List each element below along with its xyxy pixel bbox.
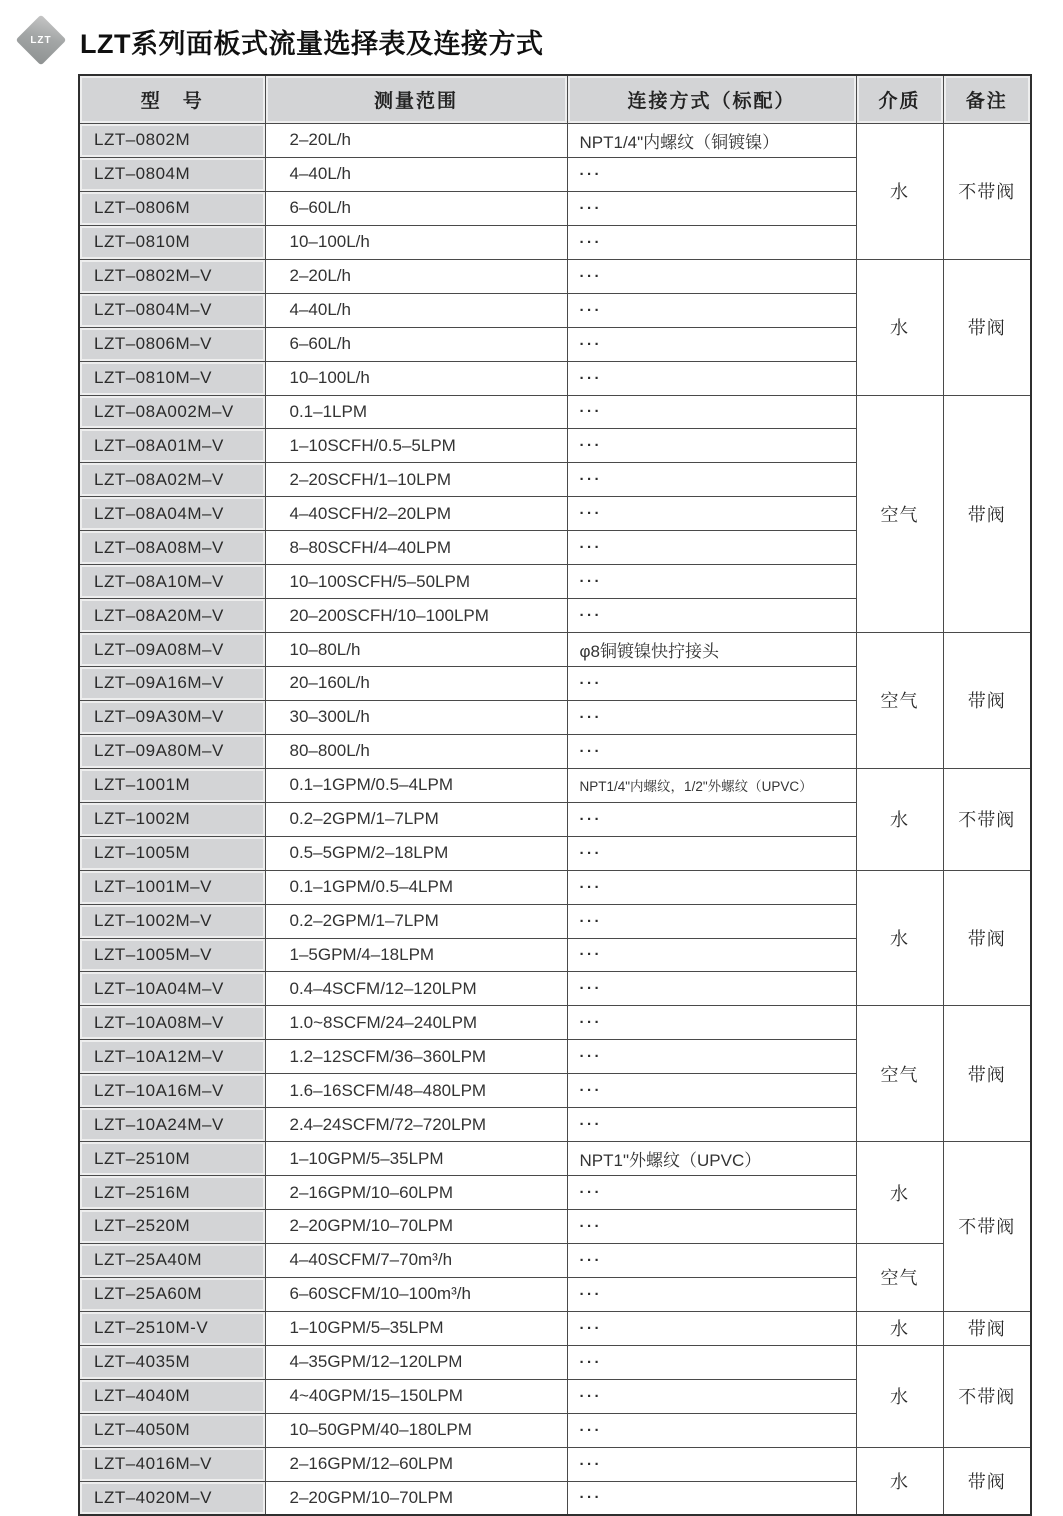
range-cell: 1–10GPM/5–35LPM bbox=[265, 1142, 567, 1176]
connection-cell: ··· bbox=[567, 1176, 856, 1210]
medium-cell: 水 bbox=[856, 124, 943, 260]
connection-cell: ··· bbox=[567, 429, 856, 463]
table-row bbox=[79, 1243, 1031, 1277]
remark-cell: 带阀 bbox=[943, 1311, 1031, 1345]
range-cell: 4–40SCFH/2–20LPM bbox=[265, 497, 567, 531]
connection-cell: ··· bbox=[567, 904, 856, 938]
range-cell: 4–35GPM/12–120LPM bbox=[265, 1345, 567, 1379]
connection-cell: ··· bbox=[567, 1277, 856, 1311]
medium-cell: 空气 bbox=[856, 395, 943, 633]
range-cell: 1.2–12SCFM/36–360LPM bbox=[265, 1040, 567, 1074]
table-row bbox=[79, 1006, 1031, 1040]
column-header: 连接方式（标配） bbox=[567, 75, 856, 124]
connection-cell: ··· bbox=[567, 802, 856, 836]
model-cell: LZT–4035M bbox=[79, 1345, 265, 1379]
flow-selection-table bbox=[78, 74, 1032, 1516]
range-cell: 30–300L/h bbox=[265, 700, 567, 734]
connection-cell: ··· bbox=[567, 565, 856, 599]
range-cell: 2–20L/h bbox=[265, 124, 567, 158]
medium-cell: 水 bbox=[856, 768, 943, 870]
model-cell: LZT–08A10M–V bbox=[79, 565, 265, 599]
range-cell: 10–50GPM/40–180LPM bbox=[265, 1413, 567, 1447]
model-cell: LZT–0810M–V bbox=[79, 361, 265, 395]
range-cell: 2–16GPM/12–60LPM bbox=[265, 1447, 567, 1481]
connection-cell: ··· bbox=[567, 1481, 856, 1515]
column-header: 测量范围 bbox=[265, 75, 567, 124]
table-row bbox=[79, 1447, 1031, 1481]
model-cell: LZT–0804M–V bbox=[79, 293, 265, 327]
connection-cell: ··· bbox=[567, 734, 856, 768]
model-cell: LZT–09A08M–V bbox=[79, 633, 265, 667]
range-cell: 20–160L/h bbox=[265, 667, 567, 701]
table-row bbox=[79, 259, 1031, 293]
model-cell: LZT–1002M bbox=[79, 802, 265, 836]
remark-cell: 带阀 bbox=[943, 870, 1031, 1006]
medium-cell: 水 bbox=[856, 870, 943, 1006]
table-row bbox=[79, 124, 1031, 158]
table-body bbox=[79, 124, 1031, 1516]
range-cell: 4–40SCFM/7–70m³/h bbox=[265, 1243, 567, 1277]
model-cell: LZT–0802M bbox=[79, 124, 265, 158]
table-row bbox=[79, 633, 1031, 667]
connection-cell: ··· bbox=[567, 259, 856, 293]
connection-cell: NPT1/4"内螺纹，1/2"外螺纹（UPVC） bbox=[567, 768, 856, 802]
connection-cell: ··· bbox=[567, 225, 856, 259]
medium-cell: 空气 bbox=[856, 1243, 943, 1311]
remark-cell: 不带阀 bbox=[943, 124, 1031, 260]
medium-cell: 水 bbox=[856, 1142, 943, 1244]
range-cell: 0.1–1GPM/0.5–4LPM bbox=[265, 870, 567, 904]
model-cell: LZT–08A04M–V bbox=[79, 497, 265, 531]
connection-cell: ··· bbox=[567, 1074, 856, 1108]
remark-cell: 带阀 bbox=[943, 1447, 1031, 1515]
model-cell: LZT–0806M bbox=[79, 191, 265, 225]
model-cell: LZT–0804M bbox=[79, 157, 265, 191]
model-cell: LZT–4016M–V bbox=[79, 1447, 265, 1481]
model-cell: LZT–10A12M–V bbox=[79, 1040, 265, 1074]
remark-cell: 带阀 bbox=[943, 1006, 1031, 1142]
model-cell: LZT–1002M–V bbox=[79, 904, 265, 938]
range-cell: 6–60L/h bbox=[265, 327, 567, 361]
model-cell: LZT–2510M-V bbox=[79, 1311, 265, 1345]
model-cell: LZT–08A02M–V bbox=[79, 463, 265, 497]
model-cell: LZT–25A60M bbox=[79, 1277, 265, 1311]
range-cell: 4~40GPM/15–150LPM bbox=[265, 1379, 567, 1413]
connection-cell: ··· bbox=[567, 1413, 856, 1447]
model-cell: LZT–0806M–V bbox=[79, 327, 265, 361]
model-cell: LZT–09A30M–V bbox=[79, 700, 265, 734]
range-cell: 6–60L/h bbox=[265, 191, 567, 225]
connection-cell: ··· bbox=[567, 1108, 856, 1142]
column-header: 型 号 bbox=[79, 75, 265, 124]
model-cell: LZT–08A20M–V bbox=[79, 599, 265, 633]
connection-cell: ··· bbox=[567, 1040, 856, 1074]
range-cell: 10–80L/h bbox=[265, 633, 567, 667]
table-row bbox=[79, 768, 1031, 802]
model-cell: LZT–0802M–V bbox=[79, 259, 265, 293]
range-cell: 4–40L/h bbox=[265, 293, 567, 327]
model-cell: LZT–10A04M–V bbox=[79, 972, 265, 1006]
model-cell: LZT–2510M bbox=[79, 1142, 265, 1176]
range-cell: 10–100SCFH/5–50LPM bbox=[265, 565, 567, 599]
range-cell: 10–100L/h bbox=[265, 225, 567, 259]
connection-cell: NPT1/4"内螺纹（铜镀镍） bbox=[567, 124, 856, 158]
range-cell: 0.1–1LPM bbox=[265, 395, 567, 429]
medium-cell: 空气 bbox=[856, 633, 943, 769]
connection-cell: ··· bbox=[567, 293, 856, 327]
connection-cell: ··· bbox=[567, 1447, 856, 1481]
remark-cell: 不带阀 bbox=[943, 1142, 1031, 1312]
connection-cell: ··· bbox=[567, 667, 856, 701]
remark-cell: 不带阀 bbox=[943, 768, 1031, 870]
connection-cell: ··· bbox=[567, 1006, 856, 1040]
model-cell: LZT–09A16M–V bbox=[79, 667, 265, 701]
model-cell: LZT–4040M bbox=[79, 1379, 265, 1413]
medium-cell: 空气 bbox=[856, 1006, 943, 1142]
medium-cell: 水 bbox=[856, 259, 943, 395]
range-cell: 8–80SCFH/4–40LPM bbox=[265, 531, 567, 565]
model-cell: LZT–1005M–V bbox=[79, 938, 265, 972]
remark-cell: 带阀 bbox=[943, 259, 1031, 395]
range-cell: 1.6–16SCFM/48–480LPM bbox=[265, 1074, 567, 1108]
range-cell: 0.1–1GPM/0.5–4LPM bbox=[265, 768, 567, 802]
model-cell: LZT–10A24M–V bbox=[79, 1108, 265, 1142]
header-row bbox=[79, 75, 1031, 124]
range-cell: 2.4–24SCFM/72–720LPM bbox=[265, 1108, 567, 1142]
lzt-diamond-badge bbox=[13, 12, 69, 68]
connection-cell: ··· bbox=[567, 157, 856, 191]
connection-cell: ··· bbox=[567, 327, 856, 361]
connection-cell: ··· bbox=[567, 972, 856, 1006]
connection-cell: ··· bbox=[567, 938, 856, 972]
connection-cell: ··· bbox=[567, 1210, 856, 1244]
range-cell: 80–800L/h bbox=[265, 734, 567, 768]
range-cell: 1–5GPM/4–18LPM bbox=[265, 938, 567, 972]
range-cell: 1–10SCFH/0.5–5LPM bbox=[265, 429, 567, 463]
table-row bbox=[79, 1345, 1031, 1379]
range-cell: 2–16GPM/10–60LPM bbox=[265, 1176, 567, 1210]
medium-cell: 水 bbox=[856, 1345, 943, 1447]
connection-cell: ··· bbox=[567, 531, 856, 565]
model-cell: LZT–10A16M–V bbox=[79, 1074, 265, 1108]
model-cell: LZT–1001M bbox=[79, 768, 265, 802]
model-cell: LZT–2516M bbox=[79, 1176, 265, 1210]
model-cell: LZT–1001M–V bbox=[79, 870, 265, 904]
connection-cell: ··· bbox=[567, 497, 856, 531]
connection-cell: ··· bbox=[567, 1243, 856, 1277]
range-cell: 0.2–2GPM/1–7LPM bbox=[265, 904, 567, 938]
model-cell: LZT–25A40M bbox=[79, 1243, 265, 1277]
badge-label: LZT bbox=[30, 34, 52, 46]
column-header: 介质 bbox=[856, 75, 943, 124]
model-cell: LZT–4050M bbox=[79, 1413, 265, 1447]
connection-cell: NPT1"外螺纹（UPVC） bbox=[567, 1142, 856, 1176]
model-cell: LZT–08A002M–V bbox=[79, 395, 265, 429]
model-cell: LZT–4020M–V bbox=[79, 1481, 265, 1515]
range-cell: 0.2–2GPM/1–7LPM bbox=[265, 802, 567, 836]
range-cell: 2–20SCFH/1–10LPM bbox=[265, 463, 567, 497]
medium-cell: 水 bbox=[856, 1311, 943, 1345]
table-row bbox=[79, 1311, 1031, 1345]
range-cell: 1–10GPM/5–35LPM bbox=[265, 1311, 567, 1345]
range-cell: 2–20GPM/10–70LPM bbox=[265, 1210, 567, 1244]
range-cell: 1.0~8SCFM/24–240LPM bbox=[265, 1006, 567, 1040]
connection-cell: ··· bbox=[567, 870, 856, 904]
table-row bbox=[79, 870, 1031, 904]
connection-cell: ··· bbox=[567, 191, 856, 225]
model-cell: LZT–0810M bbox=[79, 225, 265, 259]
model-cell: LZT–2520M bbox=[79, 1210, 265, 1244]
medium-cell: 水 bbox=[856, 1447, 943, 1515]
remark-cell: 不带阀 bbox=[943, 1345, 1031, 1447]
table-row bbox=[79, 1142, 1031, 1176]
range-cell: 0.4–4SCFM/12–120LPM bbox=[265, 972, 567, 1006]
connection-cell: ··· bbox=[567, 463, 856, 497]
remark-cell: 带阀 bbox=[943, 633, 1031, 769]
model-cell: LZT–10A08M–V bbox=[79, 1006, 265, 1040]
connection-cell: ··· bbox=[567, 361, 856, 395]
connection-cell: ··· bbox=[567, 1345, 856, 1379]
connection-cell: φ8铜镀镍快拧接头 bbox=[567, 633, 856, 667]
table-row bbox=[79, 395, 1031, 429]
model-cell: LZT–08A01M–V bbox=[79, 429, 265, 463]
page-title: LZT系列面板式流量选择表及连接方式 bbox=[80, 29, 544, 59]
connection-cell: ··· bbox=[567, 836, 856, 870]
connection-cell: ··· bbox=[567, 395, 856, 429]
model-cell: LZT–1005M bbox=[79, 836, 265, 870]
model-cell: LZT–09A80M–V bbox=[79, 734, 265, 768]
connection-cell: ··· bbox=[567, 1379, 856, 1413]
connection-cell: ··· bbox=[567, 599, 856, 633]
range-cell: 10–100L/h bbox=[265, 361, 567, 395]
column-header: 备注 bbox=[943, 75, 1031, 124]
range-cell: 4–40L/h bbox=[265, 157, 567, 191]
range-cell: 0.5–5GPM/2–18LPM bbox=[265, 836, 567, 870]
remark-cell: 带阀 bbox=[943, 395, 1031, 633]
range-cell: 2–20GPM/10–70LPM bbox=[265, 1481, 567, 1515]
connection-cell: ··· bbox=[567, 1311, 856, 1345]
model-cell: LZT–08A08M–V bbox=[79, 531, 265, 565]
table-header bbox=[79, 75, 1031, 124]
range-cell: 6–60SCFM/10–100m³/h bbox=[265, 1277, 567, 1311]
range-cell: 2–20L/h bbox=[265, 259, 567, 293]
connection-cell: ··· bbox=[567, 700, 856, 734]
range-cell: 20–200SCFH/10–100LPM bbox=[265, 599, 567, 633]
